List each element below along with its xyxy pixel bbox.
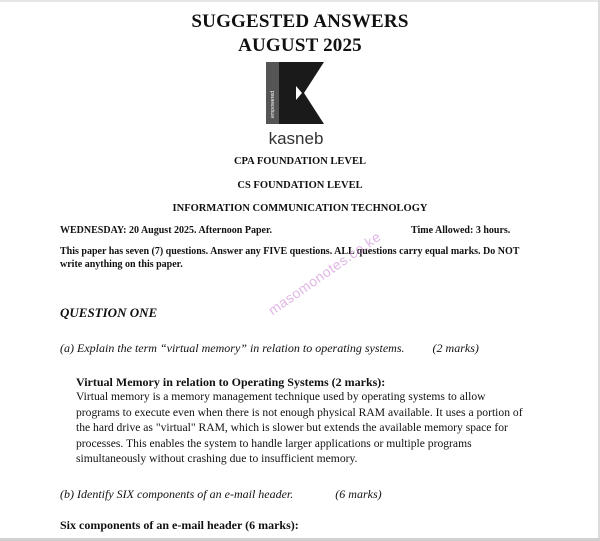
question-part-a-marks: (2 marks): [432, 341, 479, 355]
time-allowed: Time Allowed: 3 hours.: [411, 225, 511, 236]
level-cs: CS FOUNDATION LEVEL: [237, 180, 363, 191]
answer-b-title: Six components of an e-mail header (6 marks):: [60, 518, 299, 532]
exam-instructions: This paper has seven (7) questions. Answer any FIVE questions. ALL questions carry equal marks. Do NOT write anything on this paper.: [60, 246, 520, 270]
question-part-b: [60, 487, 382, 502]
question-part-b-marks: (6 marks): [335, 487, 382, 501]
logo-stem-icon: [279, 62, 296, 124]
question-heading: QUESTION ONE: [60, 305, 158, 320]
kasneb-logo: [262, 60, 330, 150]
document-title: SUGGESTED ANSWERS: [191, 11, 409, 32]
answer-a-title: Virtual Memory in relation to Operating Systems (2 marks):: [76, 375, 386, 389]
answer-a-body: Virtual memory is a memory management technique used by operating systems to allow programs to execute even when there is not enough physical RAM available. It uses a portion of the hard drive as "virtual" RAM, which is slower but extends the available memory space for processes. This enables the system to handle larger applications or multiple programs simultaneously without crashing due to insufficient memory.: [76, 390, 523, 465]
logo-wordmark: kasneb: [268, 129, 324, 148]
level-cpa: CPA FOUNDATION LEVEL: [233, 156, 367, 167]
question-part-a-text: (a) Explain the term “virtual memory” in relation to operating systems.: [60, 341, 405, 355]
subject-title: INFORMATION COMMUNICATION TECHNOLOGY: [172, 203, 428, 214]
document-subtitle-date: AUGUST 2025: [238, 35, 362, 56]
question-part-b-text: (b) Identify SIX components of an e-mail header.: [60, 487, 294, 501]
exam-date: WEDNESDAY: 20 August 2025. Afternoon Paper.: [60, 225, 272, 236]
logo-tagline: empowered: [270, 90, 276, 118]
question-part-a: [60, 341, 479, 356]
logo-k-arms-icon: [296, 62, 324, 124]
watermark: masomonotes.co.ke: [265, 228, 384, 319]
page-border-top: [0, 0, 600, 2]
